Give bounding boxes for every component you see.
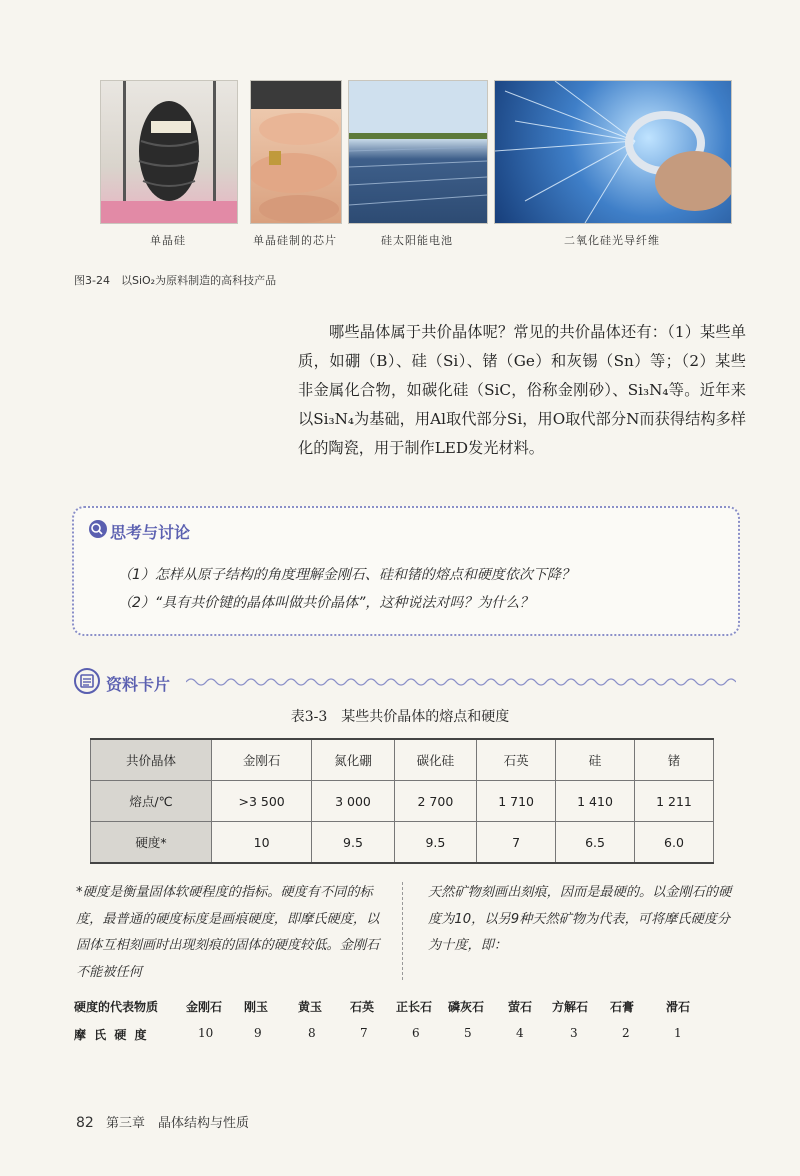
mohs-value: 1 (674, 1026, 682, 1040)
mineral-name: 石英 (350, 1000, 375, 1014)
table-cell: 9.5 (394, 822, 476, 864)
page-number: 82 (76, 1115, 94, 1131)
mohs-value: 4 (516, 1026, 524, 1040)
covalent-crystal-table (90, 738, 714, 864)
photo-solar-cells (348, 80, 488, 224)
mineral-name: 正长石 (396, 1000, 433, 1014)
mohs-value: 9 (254, 1026, 262, 1040)
figure-caption: 图3-24 以SiO₂为原料制造的高科技产品 (74, 274, 277, 287)
table-cell: 锗 (635, 739, 714, 781)
table-cell: 氮化硼 (312, 739, 394, 781)
mohs-value: 10 (198, 1026, 214, 1040)
mineral-name: 黄玉 (298, 1000, 323, 1014)
table-cell: 石英 (477, 739, 556, 781)
table-cell: 6.0 (635, 822, 714, 864)
photo-monocrystalline-silicon (100, 80, 238, 224)
data-card-title: 资料卡片 (106, 675, 171, 694)
table-cell: 硅 (556, 739, 635, 781)
data-card-icon (74, 668, 100, 698)
caption-solar-cells: 硅太阳能电池 (381, 234, 453, 247)
table-cell: 金刚石 (212, 739, 312, 781)
mohs-value: 2 (622, 1026, 630, 1040)
table-cell: >3 500 (212, 781, 312, 822)
photo-optical-fiber (494, 80, 732, 224)
table-cell: 7 (477, 822, 556, 864)
footnote-right: 天然矿物刻画出刻痕，因而是最硬的。以金刚石的硬度为10，以另9种天然矿物为代表，可将摩氏硬度分为十度，即： (428, 885, 732, 953)
mineral-name: 滑石 (666, 1000, 691, 1014)
wavy-divider (186, 676, 736, 688)
mohs-value: 3 (570, 1026, 578, 1040)
mohs-value: 6 (412, 1026, 420, 1040)
table-cell: 2 700 (394, 781, 476, 822)
hardness-label: 硬度* (91, 822, 212, 864)
mohs-values-label: 摩 氏 硬 度 (74, 1028, 149, 1042)
table-row (91, 822, 714, 864)
page-footer (76, 1112, 249, 1131)
mineral-name: 刚玉 (244, 1000, 269, 1014)
mineral-name: 萤石 (508, 1000, 533, 1014)
caption-monocrystalline-silicon: 单晶硅 (150, 234, 186, 247)
table-cell: 碳化硅 (394, 739, 476, 781)
caption-optical-fiber: 二氧化硅光导纤维 (564, 234, 660, 247)
chapter-title: 第三章 晶体结构与性质 (105, 1116, 249, 1131)
table-cell: 1 710 (477, 781, 556, 822)
mineral-name: 石膏 (610, 1000, 635, 1014)
photo-silicon-chip (250, 80, 342, 224)
header-label: 共价晶体 (91, 739, 212, 781)
table-cell: 1 211 (635, 781, 714, 822)
footnote-divider (402, 882, 403, 980)
footnote-left: *硬度是衡量固体软硬程度的指标。硬度有不同的标度，最普通的硬度标度是画痕硬度，即摩氏硬度，以固体互相刻画时出现刻痕的固体的硬度较低。金刚石不能被任何 (76, 885, 380, 980)
mineral-name: 金刚石 (186, 1000, 223, 1014)
table-cell: 10 (212, 822, 312, 864)
mohs-value: 5 (464, 1026, 472, 1040)
table-row (91, 781, 714, 822)
think-discuss-title: 思考与讨论 (110, 523, 191, 542)
mineral-name: 磷灰石 (448, 1000, 485, 1014)
table-row (91, 739, 714, 781)
table-cell: 9.5 (312, 822, 394, 864)
mineral-name: 方解石 (552, 1000, 589, 1014)
table-title: 表3-3 某些共价晶体的熔点和硬度 (290, 709, 510, 725)
think-question-1: （1）怎样从原子结构的角度理解金刚石、硅和锗的熔点和硬度依次下降？ (118, 567, 575, 583)
discussion-icon (88, 519, 108, 543)
mohs-value: 7 (360, 1026, 368, 1040)
mohs-minerals-label: 硬度的代表物质 (74, 1000, 159, 1014)
table-cell: 6.5 (556, 822, 635, 864)
melting-point-label: 熔点/℃ (91, 781, 212, 822)
table-cell: 3 000 (312, 781, 394, 822)
caption-silicon-chip: 单晶硅制的芯片 (253, 234, 337, 247)
table-cell: 1 410 (556, 781, 635, 822)
think-question-2: （2）“具有共价键的晶体叫做共价晶体”，这种说法对吗？为什么？ (118, 595, 534, 611)
body-paragraph: 哪些晶体属于共价晶体呢？常见的共价晶体还有：（1）某些单质，如硼（B）、硅（Si）、锗（Ge）和灰锡（Sn）等；（2）某些非金属化合物，如碳化硅（SiC，俗称金刚砂）、Si₃N₄等。近年来以Si₃N₄为基础，用Al取代部分Si，用O取代部分N而获得结构多样化的陶瓷，用于制作LED发光材料。 (298, 323, 746, 457)
mohs-value: 8 (308, 1026, 316, 1040)
